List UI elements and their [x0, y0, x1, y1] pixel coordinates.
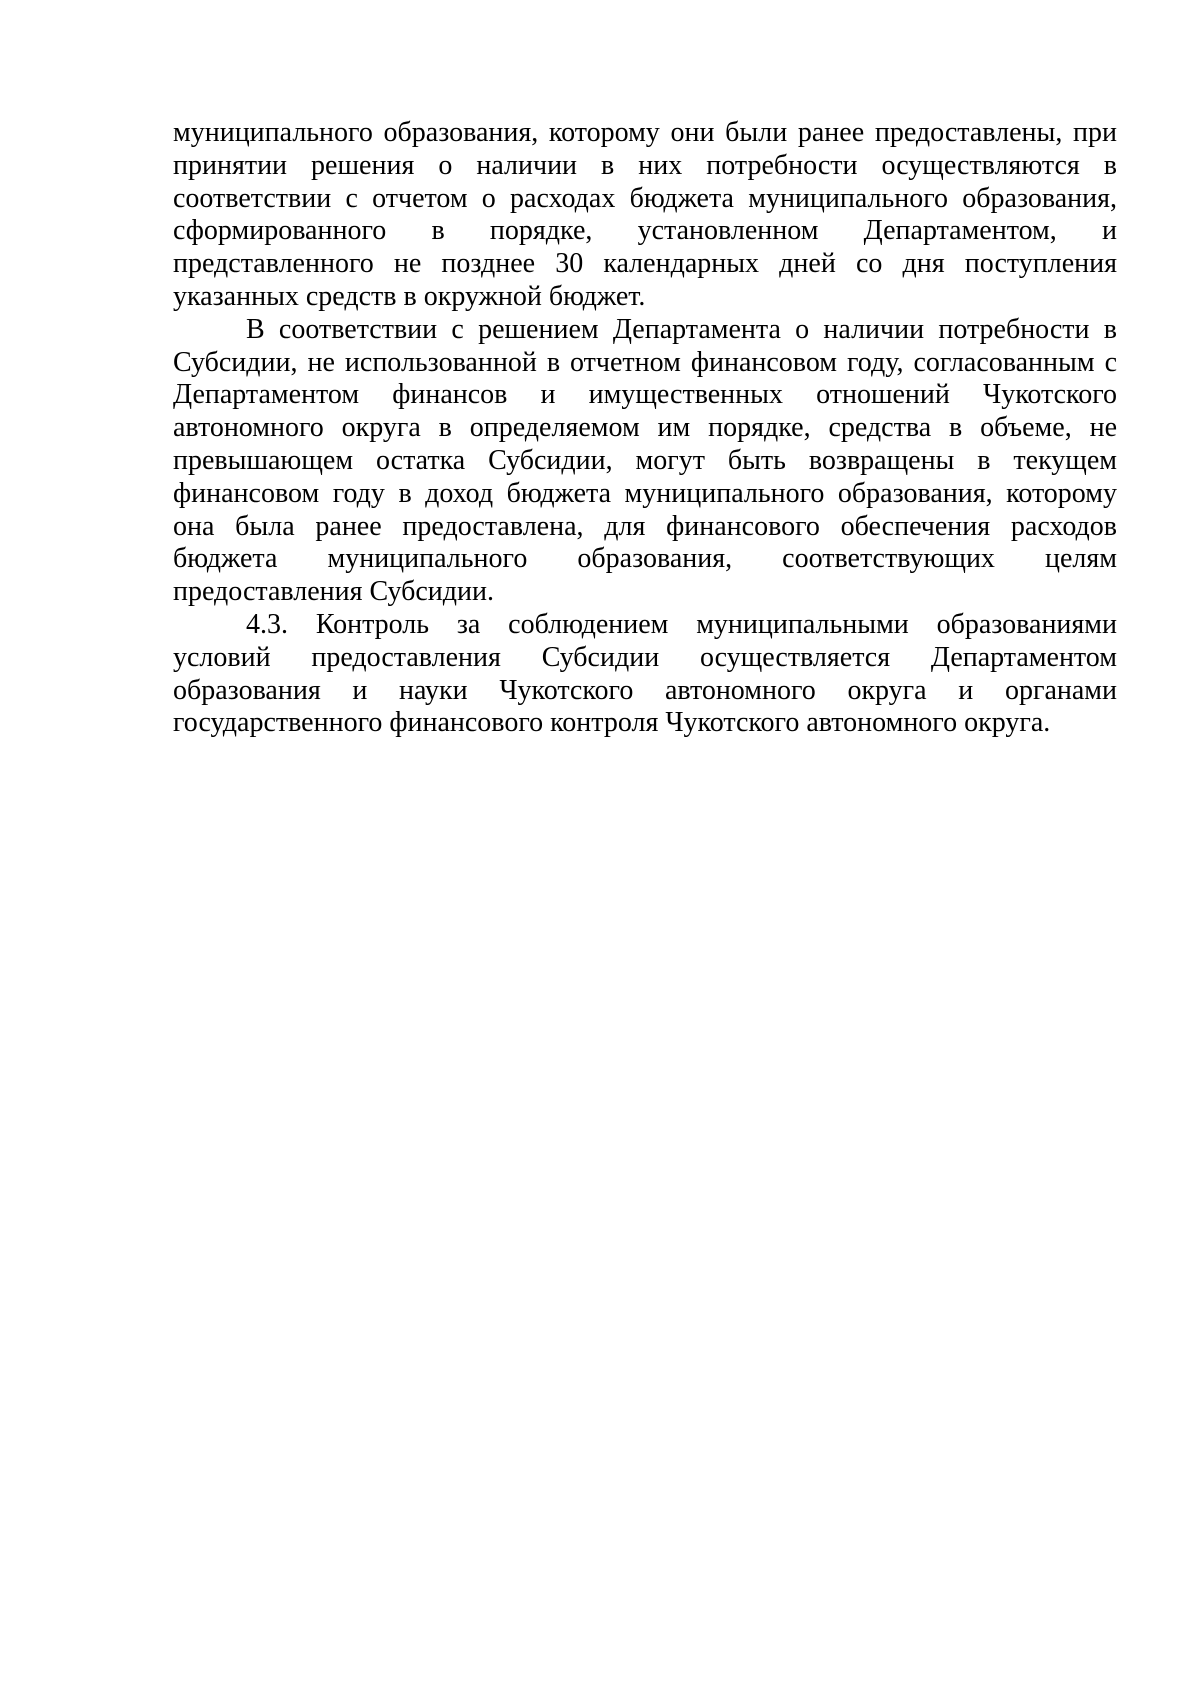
paragraph-continuation: муниципального образования, которому они были ранее предоставлены, при принятии решения о наличии в них потребности осуществляются в соответствии с отчетом о расходах бюджета муниципального образования, сформированного в порядке, установленном Департаментом, и представленного не позднее 30 календарных дней со дня поступления указанных средств в окружной бюджет.: [173, 117, 1117, 312]
paragraph-4-3-control: 4.3. Контроль за соблюдением муниципальными образованиями условий предоставления Субсидии осуществляется Департаментом образования и науки Чукотского автономного округа и органами государственного финансового контроля Чукотского автономного округа.: [173, 608, 1117, 739]
paragraph-subsidy-return: В соответствии с решением Департамента о наличии потребности в Субсидии, не использованной в отчетном финансовом году, согласованным с Департаментом финансов и имущественных отношений Чукотского автономного округа в определяемом им порядке, средства в объеме, не превышающем остатка Субсидии, могут быть возвращены в текущем финансовом году в доход бюджета муниципального образования, которому она была ранее предоставлена, для финансового обеспечения расходов бюджета муниципального образования, соответствующих целям предоставления Субсидии.: [173, 313, 1117, 608]
document-body: [173, 117, 1117, 740]
